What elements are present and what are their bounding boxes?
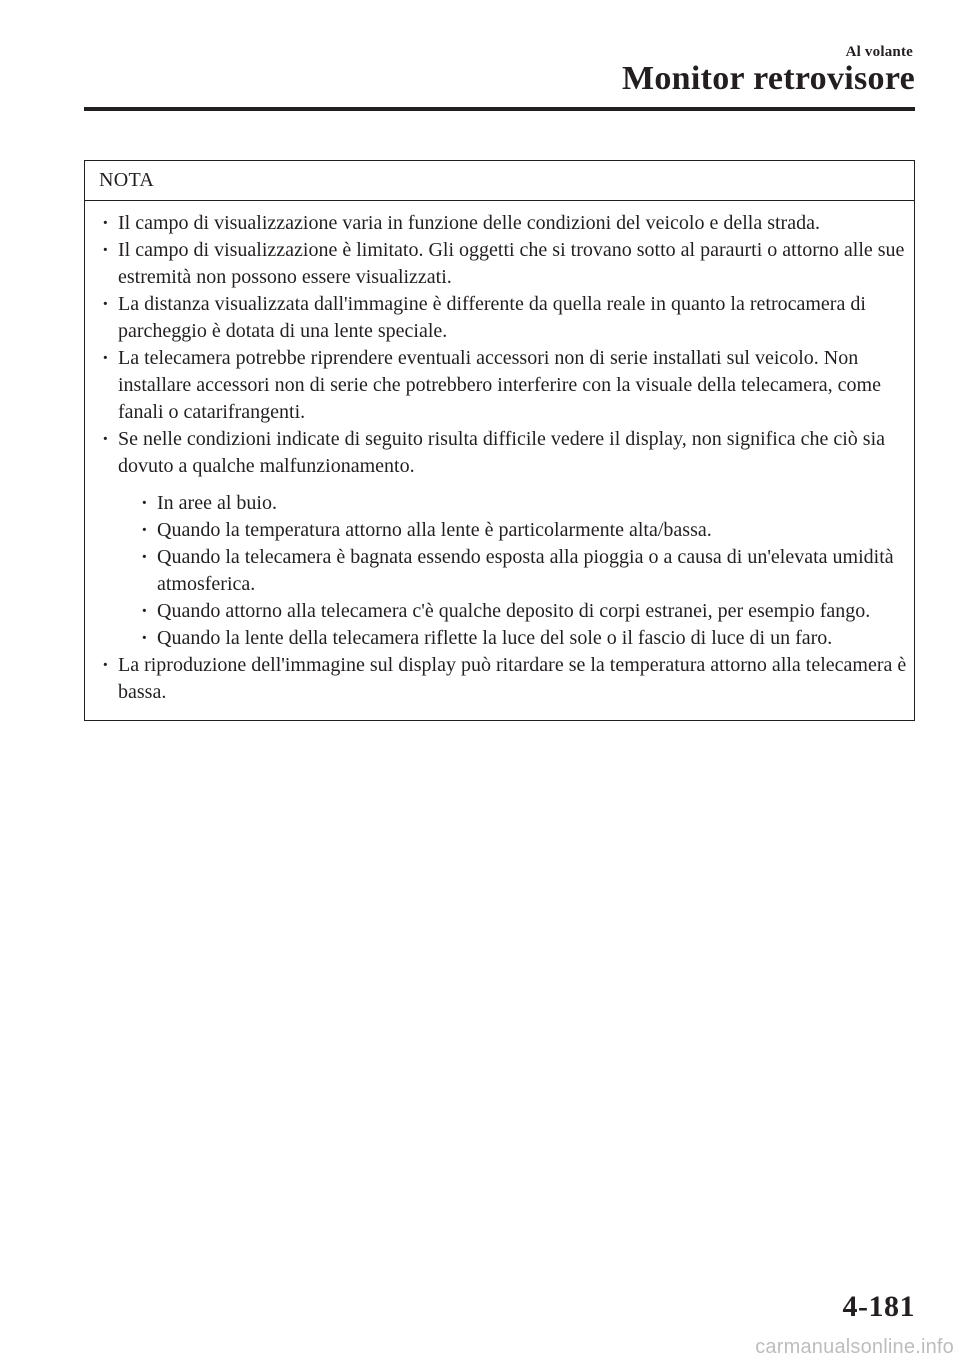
note-item: · La riproduzione dell'immagine sul display può ritardare se la temperatura attorno alla telecamera è bassa. [99,652,908,706]
header-rule [84,107,915,111]
note-sub-list [118,490,908,652]
note-sub-item: · Quando la telecamera è bagnata essendo esposta alla pioggia o a causa di un'elevata umidità atmosferica. [138,544,908,598]
note-body [85,201,914,720]
note-item-text: Se nelle condizioni indicate di seguito risulta difficile vedere il display, non significa che ciò sia dovuto a qualche malfunzionamento. [118,428,886,477]
watermark: carmanualsonline.info [755,1336,954,1358]
note-box [84,160,915,721]
note-list [99,210,908,706]
note-sub-item: · Quando la lente della telecamera riflette la luce del sole o il fascio di luce di un faro. [138,625,908,652]
page-title: Monitor retrovisore [621,60,915,97]
note-header [85,161,914,201]
note-item: · Il campo di visualizzazione varia in funzione delle condizioni del veicolo e della strada. [99,210,908,237]
note-sub-item: · Quando attorno alla telecamera c'è qualche deposito di corpi estranei, per esempio fango. [138,598,908,625]
note-sub-item: · Quando la temperatura attorno alla lente è particolarmente alta/bassa. [138,517,908,544]
page-number: 4-181 [842,1290,915,1323]
note-item: · La distanza visualizzata dall'immagine è differente da quella reale in quanto la retrocamera di parcheggio è dotata di una lente speciale. [99,291,908,345]
note-label: NOTA [99,169,155,191]
note-item: · La telecamera potrebbe riprendere eventuali accessori non di serie installati sul veicolo. Non installare accessori non di serie che potrebbero interferire con la visuale della telecamera, come fanali o catarifrangenti. [99,345,908,426]
note-item-conditions [99,426,908,652]
section-label: Al volante [845,44,913,60]
note-item: · Il campo di visualizzazione è limitato. Gli oggetti che si trovano sotto al paraurti o attorno alle sue estremità non possono essere visualizzati. [99,237,908,291]
note-sub-item: · In aree al buio. [138,490,908,517]
